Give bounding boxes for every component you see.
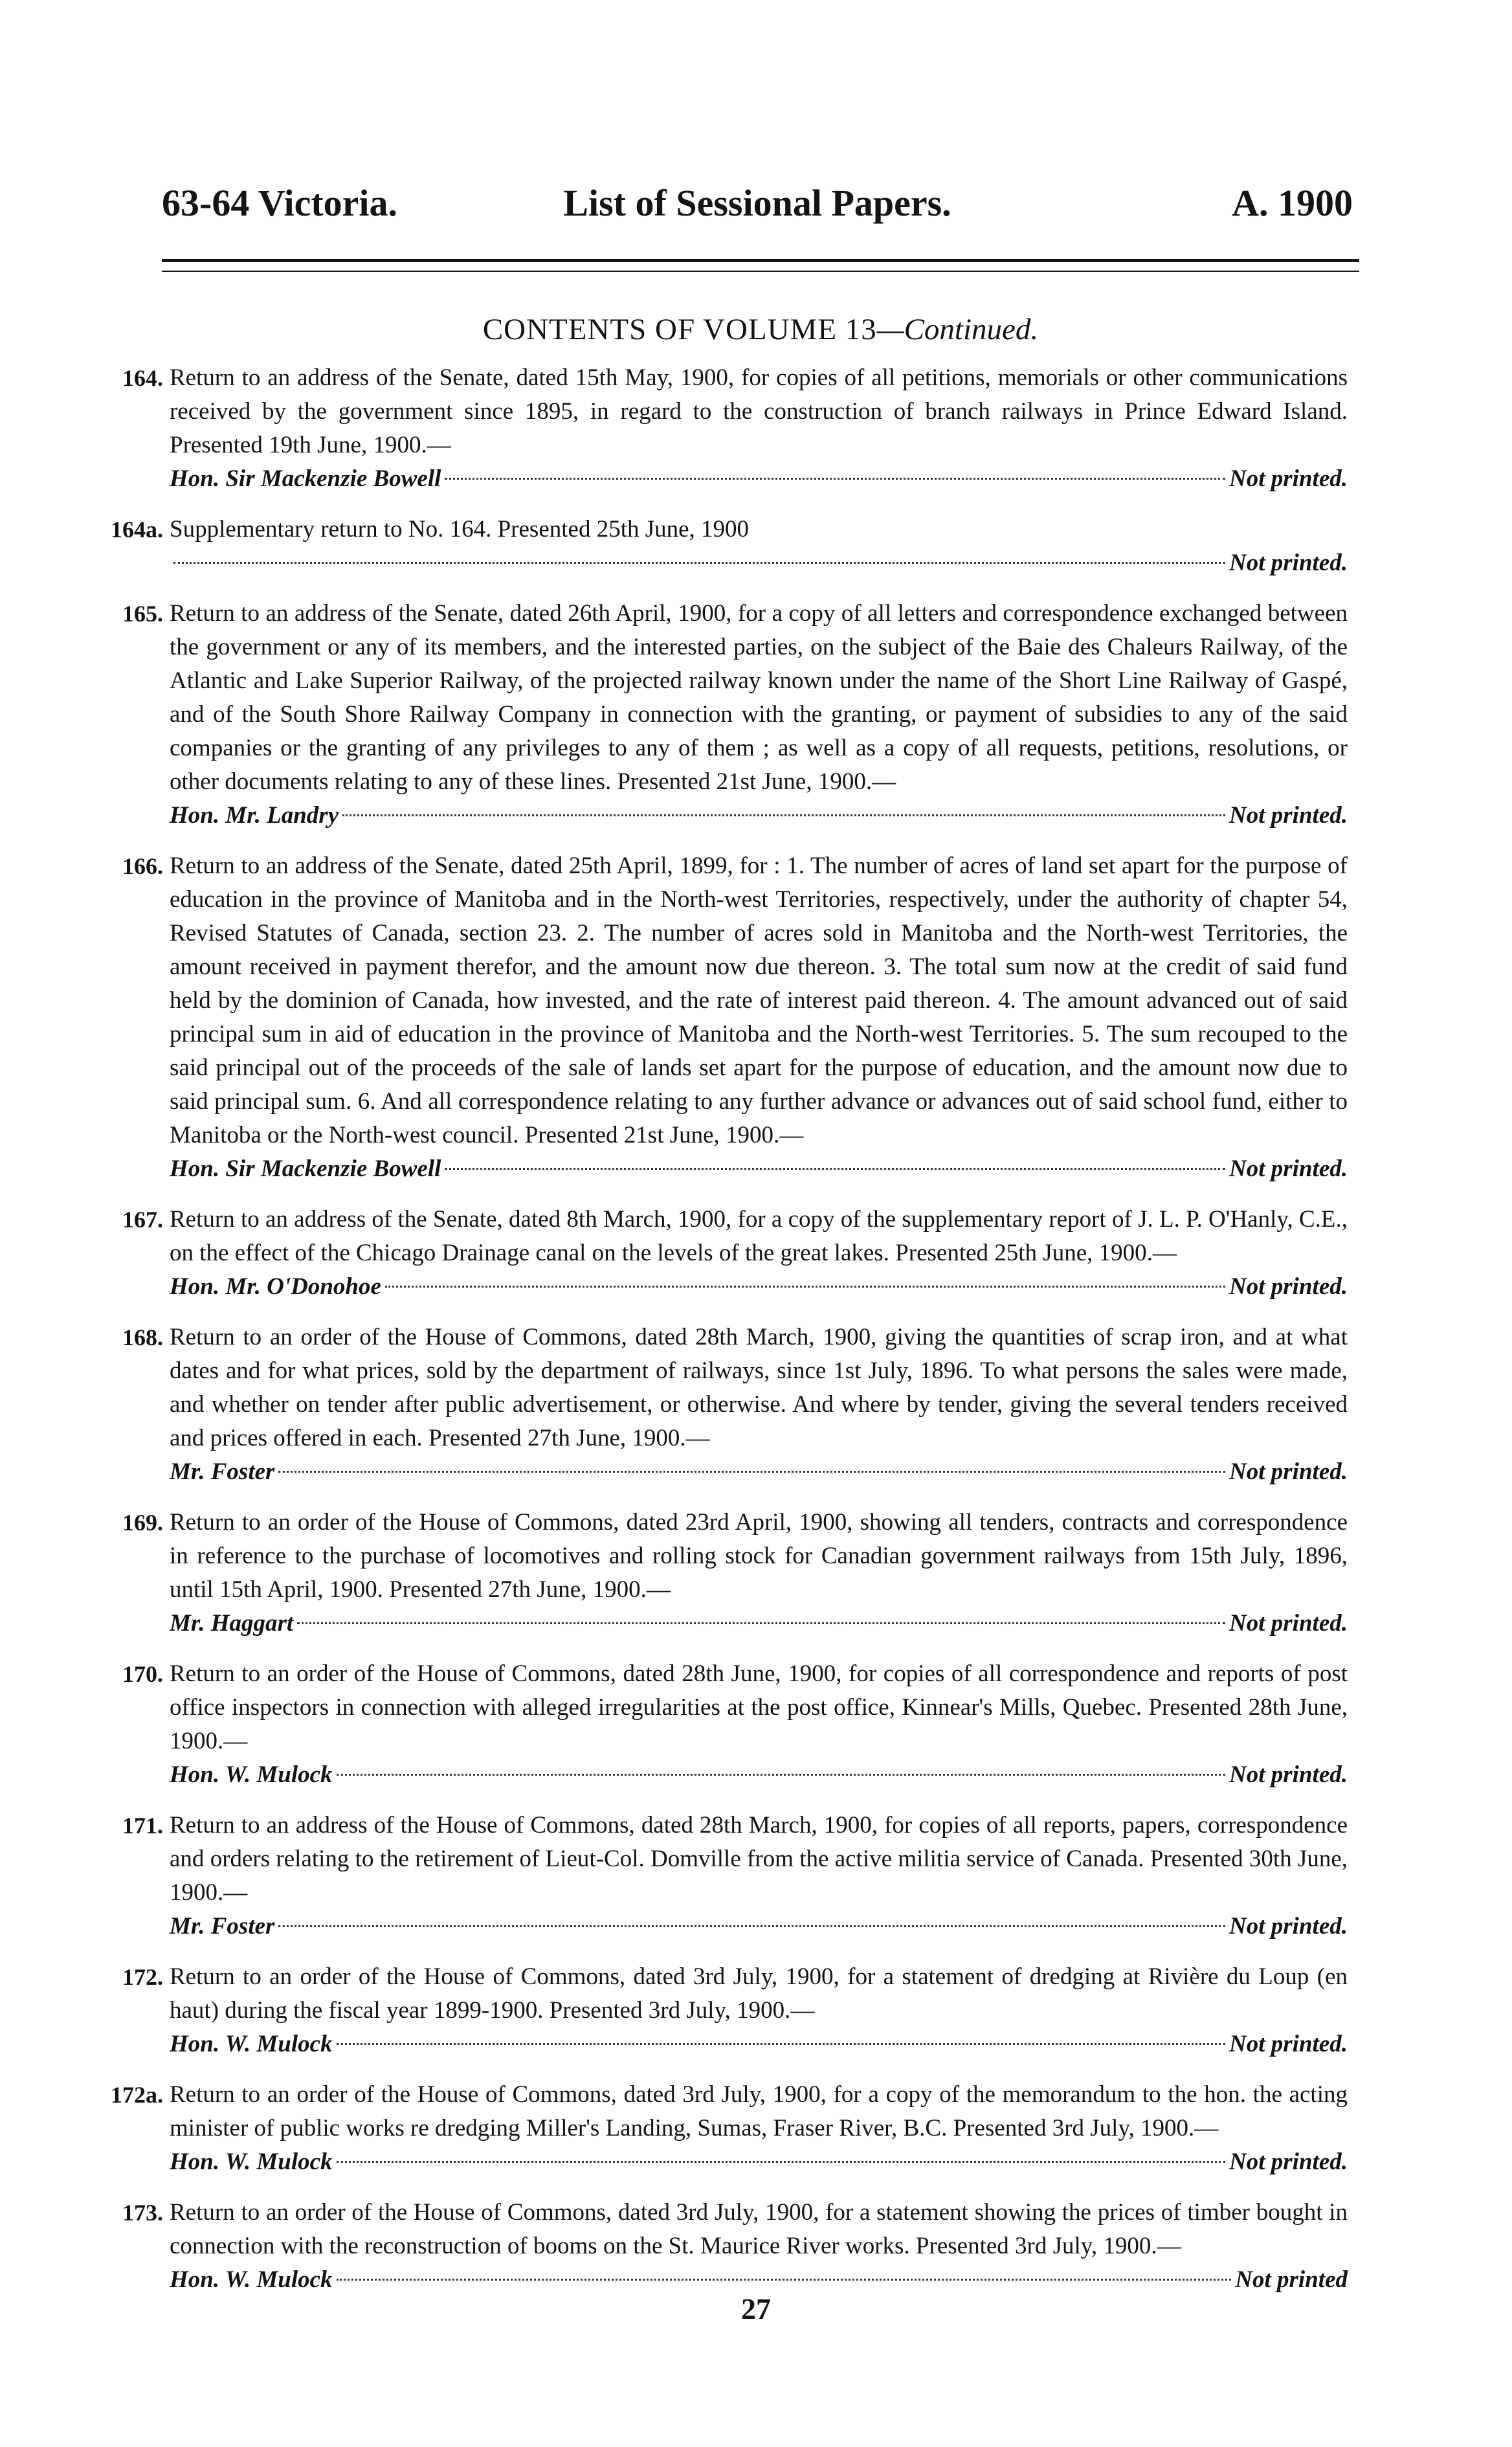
entry-status: Not printed. [1229, 465, 1348, 492]
header-title: List of Sessional Papers. [563, 182, 951, 224]
entry-number: 172. [122, 1964, 163, 1990]
list-item [122, 1506, 1348, 1640]
entry-tail [170, 1270, 1348, 1304]
entry-status: Not printed. [1229, 550, 1348, 576]
entry-tail [170, 799, 1348, 832]
entry-list [111, 361, 1348, 2314]
dot-leader [337, 1774, 1226, 1776]
entry-text: Return to an order of the House of Commons, dated 23rd April, 1900, showing all tenders, contracts and correspondence in reference to the purchase of locomotives and rolling stock for Canadian government railways from 15th July, 1896, until 15th April, 1900. Presented 27th June, 1900.— [170, 1509, 1348, 1603]
list-item [122, 849, 1348, 1186]
entry-presenter: Mr. Foster [170, 1913, 275, 1939]
entry-presenter: Hon. W. Mulock [170, 2149, 333, 2175]
entry-number: 171. [122, 1813, 163, 1838]
entry-body [170, 1506, 1348, 1607]
entry-text: Return to an order of the House of Commons, dated 3rd July, 1900, for a statement of dredging at Rivière du Loup (en haut) during the fiscal year 1899-1900. Presented 3rd July, 1900.— [170, 1963, 1348, 2024]
entry-text: Return to an order of the House of Commons, dated 3rd July, 1900, for a statement showing the prices of timber bought in connection with the reconstruction of booms on the St. Maurice River works. Presented 3rd July, 1900.— [170, 2199, 1348, 2259]
entry-tail [170, 546, 1348, 580]
dot-leader [278, 1925, 1225, 1927]
entry-body [170, 849, 1348, 1152]
dot-leader [445, 1168, 1225, 1170]
contents-title-main: CONTENTS OF VOLUME 13 [482, 313, 877, 346]
entry-body [170, 1960, 1348, 2028]
entry-number: 167. [122, 1207, 163, 1233]
entry-number: 168. [122, 1324, 163, 1350]
entry-status: Not printed. [1229, 1610, 1348, 1637]
entry-text: Return to an address of the Senate, dated 25th April, 1899, for : 1. The number of acres of land set apart for the purpose of education in the province of Manitoba and in the North-west Territories, respectively, under the authority of chapter 54, Revised Statutes of Canada, section 23. 2. The number of acres sold in Manitoba and the North-west Territories, the amount received in payment therefor, and the amount now due thereon. 3. The total sum now at the credit of said fund held by the dominion of Canada, how invested, and the rate of interest paid thereon. 4. The amount advanced out of said principal sum in aid of education in the province of Manitoba and the North-west Territories. 5. The sum recouped to the said principal out of the proceeds of the sale of lands set apart for the purpose of education, and the amount now due to said principal sum. 6. And all correspondence relating to any further advance or advances out of said school fund, either to Manitoba or the North-west council. Presented 21st June, 1900.— [170, 853, 1348, 1148]
entry-text: Return to an address of the Senate, dated 8th March, 1900, for a copy of the supplementary report of J. L. P. O'Hanly, C.E., on the effect of the Chicago Drainage canal on the levels of the great lakes. Presented 25th June, 1900.— [170, 1206, 1348, 1266]
list-item [111, 2078, 1348, 2179]
entry-presenter: Hon. Sir Mackenzie Bowell [170, 465, 441, 492]
dot-leader [342, 814, 1225, 816]
dot-leader [278, 1471, 1225, 1473]
entry-number: 169. [122, 1510, 163, 1536]
entry-text: Return to an address of the House of Commons, dated 28th March, 1900, for copies of all reports, papers, correspondence and orders relating to the retirement of Lieut-Col. Domville from the active militia service of Canada. Presented 30th June, 1900.— [170, 1812, 1348, 1906]
dot-leader [173, 562, 1225, 564]
entry-presenter: Mr. Haggart [170, 1610, 294, 1637]
entry-tail [170, 1152, 1348, 1186]
entry-body [170, 597, 1348, 799]
entry-body [170, 1809, 1348, 1910]
entry-tail [170, 1910, 1348, 1943]
entry-text: Return to an address of the Senate, dated 15th May, 1900, for copies of all petitions, memorials or other communications received by the government since 1895, in regard to the construction of branch railways in Prince Edward Island. Presented 19th June, 1900.— [170, 364, 1348, 458]
list-item [122, 1809, 1348, 1943]
page-number: 27 [741, 2292, 771, 2325]
entry-status: Not printed. [1229, 1913, 1348, 1939]
entry-tail [170, 2028, 1348, 2061]
entry-status: Not printed. [1229, 1156, 1348, 1182]
entry-number: 172a. [111, 2082, 163, 2108]
entry-text: Return to an address of the Senate, dated 26th April, 1900, for a copy of all letters and correspondence exchanged between the government or any of its members, and the interested parties, on the subject of the Baie des Chaleurs Railway, of the Atlantic and Lake Superior Railway, of the projected railway known under the name of the Short Line Railway of Gaspé, and of the South Shore Railway Company in connection with the granting, or payment of subsidies to any of the said companies or the granting of any privileges to any of them ; as well as a copy of all requests, petitions, resolutions, or other documents relating to any of these lines. Presented 21st June, 1900.— [170, 600, 1348, 795]
entry-tail [170, 462, 1348, 496]
header-rule-thin [162, 271, 1359, 272]
entry-status: Not printed. [1229, 2149, 1348, 2175]
dot-leader [337, 2161, 1226, 2163]
entry-text: Supplementary return to No. 164. Presented 25th June, 1900 [170, 516, 750, 542]
entry-status: Not printed. [1229, 2031, 1348, 2057]
entry-body [170, 513, 1348, 546]
entry-presenter: Hon. Mr. O'Donohoe [170, 1273, 381, 1300]
entry-body [170, 2196, 1348, 2263]
entry-text: Return to an order of the House of Commons, dated 28th March, 1900, giving the quantities of scrap iron, and at what dates and for what prices, sold by the department of railways, since 1st July, 1896. To what persons the sales were made, and whether on tender after public advertisement, or otherwise. And where by tender, giving the several tenders received and prices offered in each. Presented 27th June, 1900.— [170, 1324, 1348, 1451]
dot-leader [297, 1622, 1225, 1624]
list-item [122, 1960, 1348, 2061]
entry-status: Not printed [1235, 2266, 1348, 2293]
running-header [162, 181, 1353, 240]
entry-body [170, 361, 1348, 462]
header-rule-thick [162, 259, 1359, 262]
dot-leader [445, 478, 1225, 480]
entry-status: Not printed. [1229, 1273, 1348, 1300]
list-item [122, 1203, 1348, 1304]
entry-number: 166. [122, 853, 163, 879]
list-item [111, 513, 1348, 580]
entry-tail [170, 1607, 1348, 1640]
entry-number: 164a. [111, 517, 163, 542]
header-year: A. 1900 [1232, 182, 1353, 224]
entry-body [170, 1657, 1348, 1758]
list-item [122, 597, 1348, 832]
entry-text: Return to an order of the House of Commons, dated 28th June, 1900, for copies of all correspondence and reports of post office inspectors in connection with alleged irregularities at the post office, Kinnear's Mills, Quebec. Presented 28th June, 1900.— [170, 1660, 1348, 1754]
entry-tail [170, 1455, 1348, 1489]
entry-status: Not printed. [1229, 802, 1348, 829]
entry-presenter: Hon. W. Mulock [170, 2031, 333, 2057]
list-item [122, 2196, 1348, 2297]
dot-leader [337, 2043, 1226, 2045]
entry-status: Not printed. [1229, 1761, 1348, 1788]
entry-tail [170, 1758, 1348, 1792]
entry-tail [170, 2145, 1348, 2179]
entry-body [170, 1203, 1348, 1270]
entry-presenter: Hon. Mr. Landry [170, 802, 339, 829]
entry-status: Not printed. [1229, 1458, 1348, 1485]
list-item [122, 361, 1348, 496]
entry-presenter: Hon. Sir Mackenzie Bowell [170, 1156, 441, 1182]
entry-body [170, 2078, 1348, 2145]
entry-presenter: Hon. W. Mulock [170, 1761, 333, 1788]
entry-number: 173. [122, 2200, 163, 2226]
dot-leader [385, 1286, 1225, 1288]
contents-title-continued: —Continued. [876, 313, 1039, 346]
entry-body [170, 1321, 1348, 1455]
header-session: 63-64 Victoria. [162, 182, 398, 224]
entry-number: 170. [122, 1661, 163, 1687]
contents-title [162, 312, 1359, 347]
list-item [122, 1321, 1348, 1489]
entry-presenter: Hon. W. Mulock [170, 2266, 333, 2293]
entry-text: Return to an order of the House of Commons, dated 3rd July, 1900, for a copy of the memorandum to the hon. the acting minister of public works re dredging Miller's Landing, Sumas, Fraser River, B.C. Presented 3rd July, 1900.— [170, 2081, 1348, 2141]
entry-number: 164. [122, 365, 163, 391]
entry-presenter: Mr. Foster [170, 1458, 275, 1485]
list-item [122, 1657, 1348, 1792]
dot-leader [337, 2279, 1232, 2281]
entry-number: 165. [122, 601, 163, 627]
